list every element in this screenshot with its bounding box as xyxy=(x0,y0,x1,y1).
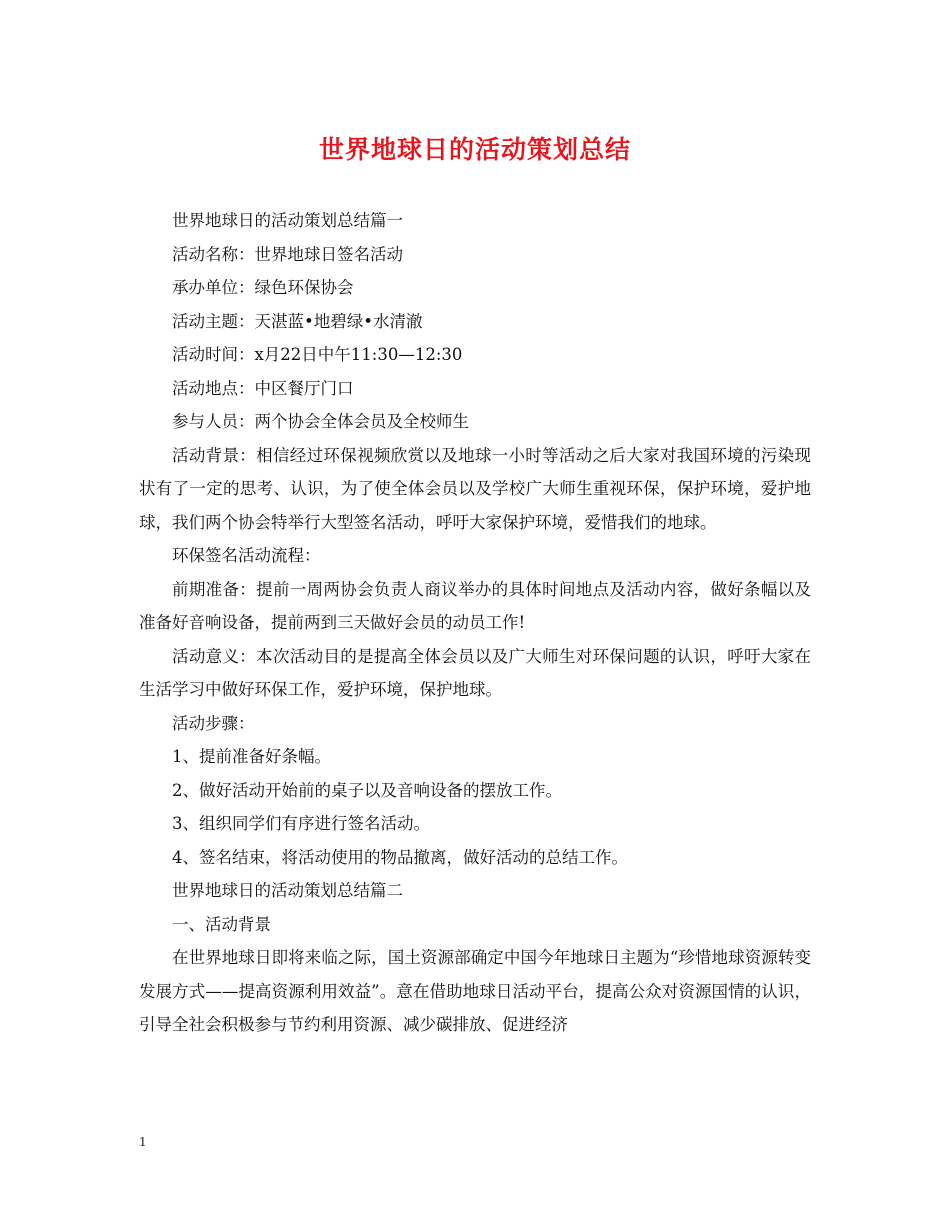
paragraph: 活动地点：中区餐厅门口 xyxy=(172,378,354,398)
paragraph: 活动时间：x月22日中午11:30—12:30 xyxy=(172,345,463,364)
paragraph: 参与人员：两个协会全体会员及全校师生 xyxy=(172,412,469,431)
paragraph: 环保签名活动流程： xyxy=(172,546,321,565)
paragraph: 一、活动背景 xyxy=(172,914,271,934)
paragraph: 在世界地球日即将来临之际，国土资源部确定中国今年地球日主题为“珍惜地球资源转变发展方式——提高资源利用效益”。意在借助地球日活动平台，提高公众对资源国情的认识，引导全社会积极参与节约利用资源、减少碳排放、促进经济 xyxy=(139,948,811,1034)
paragraph: 活动背景：相信经过环保视频欣赏以及地球一小时等活动之后大家对我国环境的污染现状有了一定的思考、认识，为了使全体会员以及学校广大师生重视环保，保护环境，爱护地球，我们两个协会特举行大型签名活动，呼吁大家保护环境，爱惜我们的地球。 xyxy=(139,445,811,532)
paragraph: 世界地球日的活动策划总结篇一 xyxy=(172,211,403,230)
document-title: 世界地球日的活动策划总结 xyxy=(318,135,631,164)
paragraph: 活动名称：世界地球日签名活动 xyxy=(172,244,403,264)
paragraph: 前期准备：提前一周两协会负责人商议举办的具体时间地点及活动内容，做好条幅以及准备好音响设备，提前两到三天做好会员的动员工作! xyxy=(139,579,811,632)
paragraph: 活动步骤： xyxy=(172,713,255,733)
document-body xyxy=(139,204,811,1042)
paragraph: 活动主题：天湛蓝•地碧绿•水清澈 xyxy=(172,311,423,331)
paragraph: 1、提前准备好条幅。 xyxy=(172,747,331,766)
paragraph: 活动意义：本次活动目的是提高全体会员以及广大师生对环保问题的认识，呼吁大家在生活学习中做好环保工作，爱护环境，保护地球。 xyxy=(139,646,811,699)
paragraph: 3、组织同学们有序进行签名活动。 xyxy=(172,814,430,833)
paragraph: 承办单位：绿色环保协会 xyxy=(172,278,354,297)
page-number: 1 xyxy=(139,1135,147,1149)
paragraph: 4、签名结束，将活动使用的物品撤离，做好活动的总结工作。 xyxy=(172,847,628,867)
paragraph: 2、做好活动开始前的桌子以及音响设备的摆放工作。 xyxy=(172,780,562,800)
paragraph: 世界地球日的活动策划总结篇二 xyxy=(172,881,403,900)
